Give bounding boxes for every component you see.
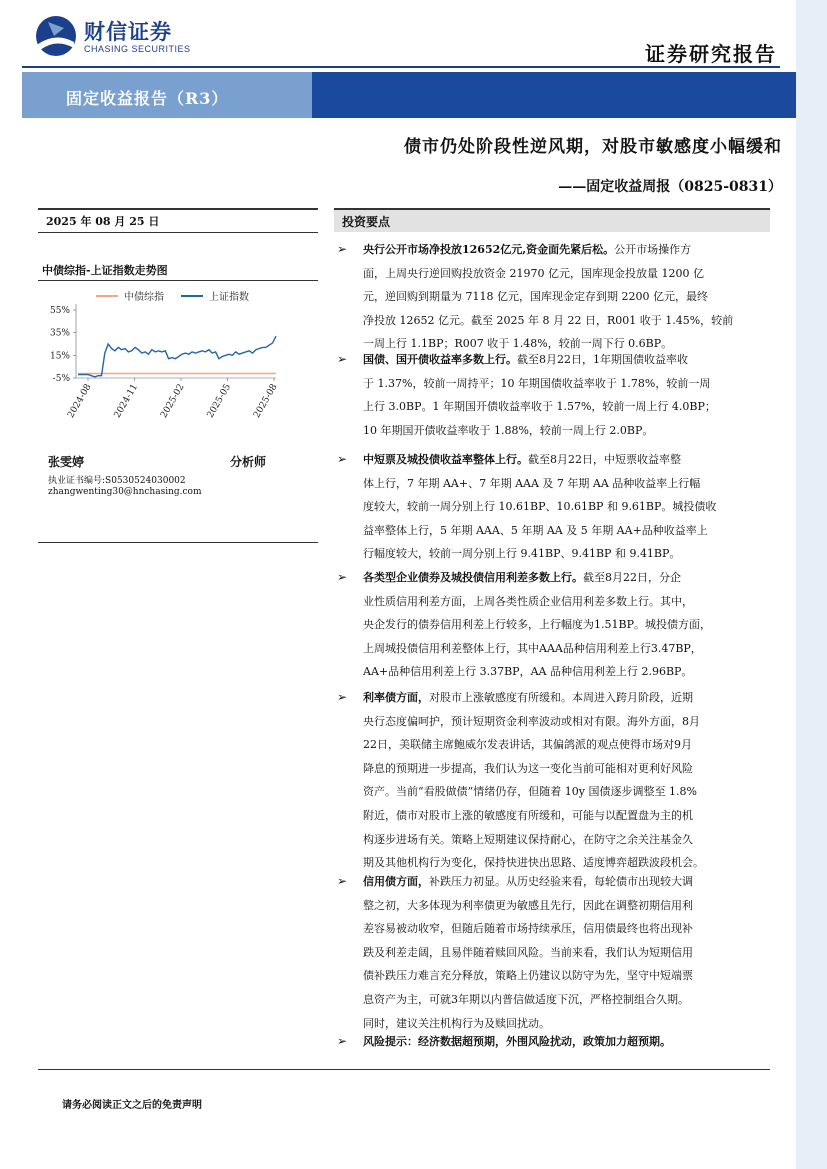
key-point-text: 公开市场操作方 [614,243,692,256]
chart-title: 中债综指-上证指数走势图 [42,264,168,277]
key-point-text: 度较大，较前一周分别上行 10.61BP、10.61BP 和 9.61BP。城投债收 [363,500,717,514]
y-tick-label: 15% [49,351,70,362]
key-point-paragraph [363,870,773,1035]
key-point-text: 同时，建议关注机构行为及赎回扰动。 [363,1016,550,1030]
key-points-heading: 投资要点 [342,215,391,229]
date-rule [38,232,318,233]
key-point-text: 期及其他机构行为变化，保持快进快出思路、适度博弈超跌波段机会。 [363,856,704,870]
disclaimer: 请务必阅读正文之后的免责声明 [62,1100,202,1111]
key-point-text: 22日，美联储主席鲍威尔发表讲话，其偏鸽派的观点使得市场对9月 [363,738,692,752]
key-point-text: 净投放 12652 亿元。截至 2025 年 8 月 22 日，R001 收于 1.45%，较前 [363,313,734,327]
logo-text-cn: 财信证券 [84,20,172,44]
bullet-icon: ➢ [337,690,348,704]
paragraph-line [363,542,773,566]
report-date: 2025 年 08 月 25 日 [46,215,160,228]
paragraph-line [363,917,773,941]
footer-divider [38,1069,770,1070]
paragraph-line [363,519,773,543]
paragraph-line [363,285,773,309]
author-bottom-rule [38,542,318,543]
key-point-paragraph [363,566,773,684]
paragraph-line [363,395,773,419]
category-band-right [312,72,796,118]
key-point-text: 截至8月22日，1年期国债收益率收 [517,353,688,366]
key-point-text: 息资产为主，可就3年期以内普信做适度下沉，严格控制组合久期。 [363,992,689,1006]
report-type: 证券研究报告 [645,42,777,66]
left-top-rule [38,208,318,210]
key-point-text: 对股市上涨敏感度有所缓和。本周进入跨月阶段，近期 [429,691,693,704]
key-point-paragraph [363,238,773,356]
paragraph-line [363,238,773,262]
key-point-text: 资产。当前“看股做债”情绪仍存，但随着 10y 国债逐步调整至 1.8% [363,785,697,799]
key-point-text: 一周上行 1.1BP；R007 收于 1.48%，较前一周下行 0.6BP。 [363,337,673,351]
paragraph-line [363,894,773,918]
chart-svg [38,280,318,430]
paragraph-line [363,660,773,684]
logo-text-en: CHASING SECURITIES [84,44,191,54]
y-tick-label: 55% [49,306,70,316]
paragraph-line [363,710,773,734]
paragraph-line [363,495,773,519]
index-trend-chart [38,280,318,430]
key-point-text: 业性质信用利差方面，上周各类性质企业信用利差多数上行。其中， [363,594,693,608]
key-point-text: 整之初，大多体现为利率债更为敏感且先行，因此在调整初期信用利 [363,898,693,912]
key-point-lead: 信用债方面， [363,875,429,888]
author-name: 张雯婷 [48,455,85,469]
key-point-text: 债补跌压力难言充分释放，策略上仍建议以防守为先，坚守中短端票 [363,969,693,983]
key-point-text: 截至8月22日，中短票收益率整 [528,453,681,466]
key-point-text: 于 1.37%，较前一周持平；10 年期国债收益率收于 1.78%，较前一周 [363,376,711,390]
key-point-text: 体上行，7 年期 AA+、7 年期 AAA 及 7 年期 AA 品种收益率上行幅 [363,476,701,490]
key-point-text: 差容易被动收窄，但随后随着市场持续承压，信用债最终也将出现补 [363,922,693,936]
key-point-lead: 利率债方面， [363,691,429,704]
paragraph-line [363,566,773,590]
key-point-paragraph [363,448,773,566]
side-strip [796,0,827,1169]
key-point-text: 10 年期国开债收益率收于 1.88%，较前一周上行 2.0BP。 [363,423,654,437]
key-point-text: 补跌压力初显。从历史经验来看，每轮债市出现较大调 [429,875,693,888]
key-point-text: 构逐步进场有关。策略上短期建议保持耐心，在防守之余关注基金久 [363,832,693,846]
paragraph-line [363,372,773,396]
paragraph-line [363,590,773,614]
paragraph-line [363,757,773,781]
paragraph-line [363,828,773,852]
x-tick-label: 2024-11 [112,382,141,420]
key-point-text: 上行 3.0BP。1 年期国开债收益率收于 1.57%，较前一周上行 4.0BP； [363,400,716,414]
paragraph-line [363,348,773,372]
paragraph-line [363,637,773,661]
paragraph-line [363,419,773,443]
bullet-icon: ➢ [337,874,348,888]
author-role: 分析师 [230,455,267,469]
paragraph-line [363,309,773,333]
x-tick-label: 2025-05 [205,382,234,420]
report-category: 固定收益报告（R3） [66,89,229,108]
paragraph-line [363,472,773,496]
key-point-paragraph [363,348,773,442]
key-point-paragraph [363,1030,773,1054]
author-email: zhangwenting30@hnchasing.com [48,487,202,497]
company-logo [34,14,204,58]
paragraph-line [363,733,773,757]
key-point-text: 面，上周央行逆回购投放资金 21970 亿元，国库现金投放量 1200 亿 [363,266,704,280]
key-point-lead: 中短票及城投债收益率整体上行。 [363,453,528,466]
key-point-lead: 各类型企业债券及城投债信用利差多数上行。 [363,571,583,584]
bullet-icon: ➢ [337,242,348,256]
paragraph-line [363,1030,773,1054]
key-point-text: 上周城投债信用利差整体上行，其中AAA品种信用利差上行3.47BP， [363,641,702,655]
paragraph-line [363,870,773,894]
paragraph-line [363,941,773,965]
paragraph-line [363,613,773,637]
page-title: 债市仍处阶段性逆风期，对股市敏感度小幅缓和 [404,137,782,157]
x-tick-label: 2025-08 [252,382,280,420]
header-divider [22,66,780,68]
paragraph-line [363,804,773,828]
paragraph-line [363,686,773,710]
paragraph-line [363,780,773,804]
logo-mark-icon [34,14,78,58]
bullet-icon: ➢ [337,452,348,466]
x-tick-label: 2024-08 [66,382,94,420]
paragraph-line [363,964,773,988]
key-point-text: 截至8月22日，分企 [583,571,681,584]
bullet-icon: ➢ [337,1034,348,1048]
key-point-text: 益率整体上行，5 年期 AAA、5 年期 AA 及 5 年期 AA+品种收益率上 [363,523,708,537]
paragraph-line [363,448,773,472]
certificate-number: 执业证书编号:S0530524030002 [48,476,186,486]
key-point-text: AA+品种信用利差上行 3.37BP，AA 品种信用利差上行 2.96BP。 [363,665,693,679]
key-point-text: 附近，债市对股市上涨的敏感度有所缓和，可能与以配置盘为主的机 [363,808,693,822]
category-band [22,72,796,118]
key-point-lead: 国债、国开债收益率多数上行。 [363,353,517,366]
key-point-paragraph [363,686,773,875]
paragraph-line [363,988,773,1012]
y-tick-label: 35% [49,328,70,339]
legend-label: 上证指数 [209,292,249,303]
y-tick-label: -5% [52,374,70,384]
key-point-text: 降息的预期进一步提高，我们认为这一变化当前可能相对更利好风险 [363,761,693,775]
key-point-text: 央行态度偏呵护，预计短期资金利率波动或相对有限。海外方面，8月 [363,714,700,728]
key-points-heading-bar [334,208,770,232]
key-point-text: 跌及利差走阔，且易伴随着赎回风险。当前来看，我们认为短期信用 [363,945,693,959]
x-tick-label: 2025-02 [159,382,187,420]
key-point-text: 行幅度较大，较前一周分别上行 9.41BP、9.41BP 和 9.41BP。 [363,547,681,561]
bullet-icon: ➢ [337,352,348,366]
key-point-text: 央企发行的债券信用利差上行较多，上行幅度为1.51BP。城投债方面， [363,618,711,632]
bullet-icon: ➢ [337,570,348,584]
key-point-lead: 风险提示：经济数据超预期，外围风险扰动，政策加力超预期。 [363,1035,671,1048]
page-subtitle: ——固定收益周报（0825-0831） [558,179,782,195]
paragraph-line [363,262,773,286]
series-line-1 [78,336,276,377]
legend-label: 中债综指 [124,292,164,303]
key-point-text: 元，逆回购到期量为 7118 亿元，国库现金定存到期 2200 亿元，最终 [363,290,708,304]
key-point-lead: 央行公开市场净投放12652亿元,资金面先紧后松。 [363,243,615,256]
